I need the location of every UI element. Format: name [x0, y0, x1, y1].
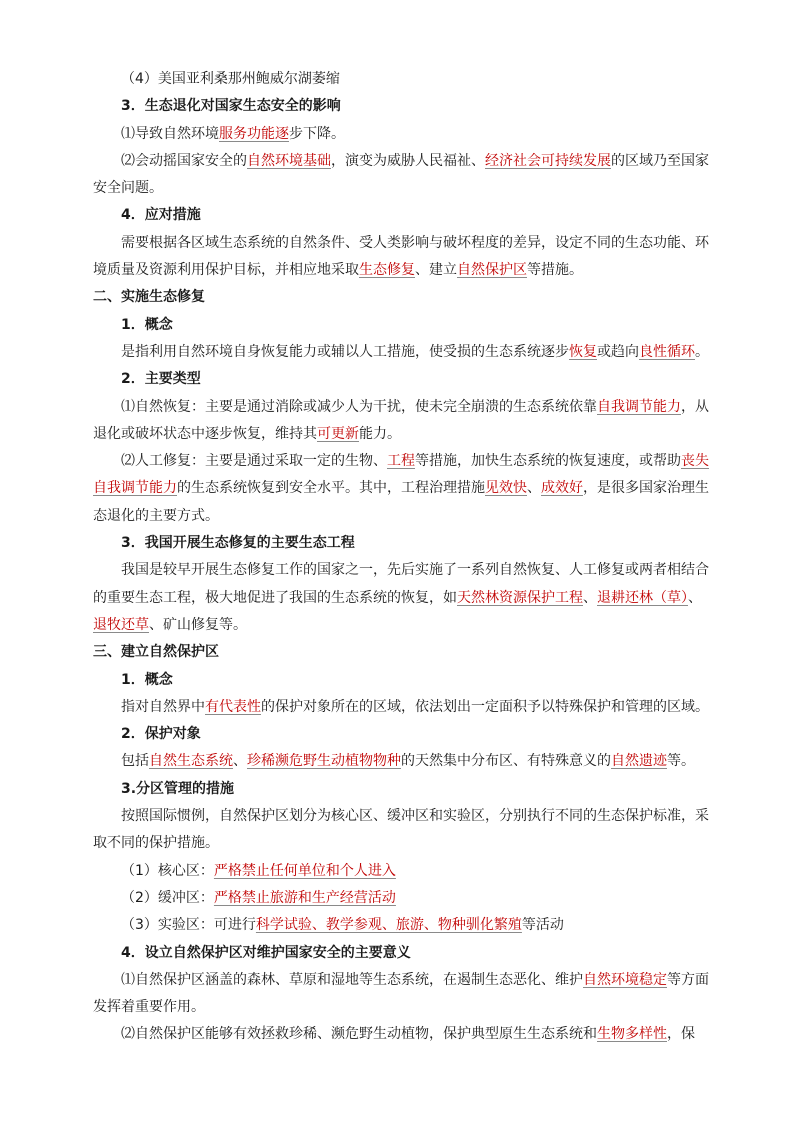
text-run: 按照国际惯例，自然保护区划分为核心区、缓冲区和实验区，分别执行不同的生态保护标准，采取不同的保护措施。: [93, 808, 709, 852]
text-run: 或趋向: [597, 343, 639, 360]
answer-blank: 天然林资源保护工程: [457, 589, 583, 606]
text-run: 的区域乃至国家安全问题。: [93, 152, 709, 197]
paragraph: [93, 230, 713, 285]
section-heading: [93, 940, 713, 967]
list-item: [93, 1021, 713, 1048]
text-run: ，保: [667, 1026, 695, 1043]
answer-blank: 珍稀濒危野生动植物物种: [247, 753, 401, 770]
answer-blank: 自然环境基础: [247, 152, 331, 169]
text-run: 二、实施生态修复: [93, 289, 205, 306]
answer-blank: 退牧还草: [93, 616, 149, 633]
list-item: [93, 694, 713, 721]
answer-blank: 成效好: [541, 480, 583, 497]
text-run: ⑴自然恢复：主要是通过消除或减少人为干扰，使未完全崩溃的生态系统依靠: [121, 398, 597, 415]
text-run: ⑵人工修复：主要是通过采取一定的生物、: [121, 453, 387, 470]
answer-blank: 见效快: [485, 480, 527, 497]
text-run: 等措施。: [527, 262, 583, 279]
text-run: 等措施，加快生态系统的恢复速度，或帮助: [415, 453, 681, 470]
text-run: 4．应对措施: [121, 207, 201, 224]
paragraph: [93, 148, 713, 203]
text-run: ，从退化或破坏状态中逐步恢复，维持其: [93, 398, 709, 442]
answer-blank: 科学试验、教学参观、旅游、物种驯化繁殖: [255, 917, 522, 934]
answer-blank: 恢复: [569, 343, 597, 360]
section-heading: [93, 312, 713, 339]
section-heading: [93, 721, 713, 748]
answer-blank: 自然生态系统: [149, 753, 233, 770]
document-page: [93, 66, 713, 1049]
paragraph: [93, 967, 713, 1022]
chapter-heading: [93, 284, 713, 311]
text-run: 指对自然界中: [121, 698, 205, 715]
text-run: 3.分区管理的措施: [121, 780, 235, 797]
text-run: 3．生态退化对国家生态安全的影响: [121, 98, 341, 115]
paragraph: [93, 557, 713, 639]
text-run: 4．设立自然保护区对维护国家安全的主要意义: [121, 944, 411, 961]
text-run: 、建立: [415, 262, 457, 279]
section-heading: [93, 667, 713, 694]
text-run: 、: [583, 589, 597, 606]
section-heading: [93, 93, 713, 120]
answer-blank: 有代表性: [205, 698, 261, 715]
answer-blank: 生物多样性: [597, 1026, 667, 1043]
text-run: ⑴自然保护区涵盖的森林、草原和湿地等生态系统，在遏制生态恶化、维护: [121, 971, 583, 988]
text-run: 的生态系统恢复到安全水平。其中，工程治理措施: [177, 480, 485, 497]
text-run: 能力。: [359, 425, 401, 442]
text-run: 等活动: [521, 917, 564, 934]
list-item: [93, 339, 713, 366]
text-run: 等方面发挥着重要作用。: [93, 971, 709, 1016]
text-run: ⑵会动摇国家安全的: [121, 152, 247, 169]
list-item: [93, 912, 713, 939]
text-run: 三、建立自然保护区: [93, 644, 219, 661]
answer-blank: 工程: [387, 453, 415, 470]
text-run: ，演变为威胁人民福祉、: [331, 152, 485, 169]
list-item: [93, 885, 713, 912]
answer-blank: 服务功能逐: [219, 125, 289, 142]
text-run: （1）核心区：: [121, 862, 214, 879]
text-run: 、: [233, 753, 247, 770]
text-run: 2．主要类型: [121, 371, 201, 388]
answer-blank: 严格禁止任何单位和个人进入: [213, 862, 396, 879]
text-run: 的保护对象所在的区域，依法划出一定面积予以特殊保护和管理的区域。: [261, 698, 709, 715]
text-run: 、: [688, 589, 702, 606]
text-run: 的天然集中分布区、有特殊意义的: [401, 753, 611, 770]
text-run: 。: [695, 343, 709, 360]
chapter-heading: [93, 639, 713, 666]
answer-blank: 丧失自我调节能力: [93, 453, 709, 497]
text-run: 2．保护对象: [121, 726, 201, 743]
paragraph: [93, 394, 713, 449]
answer-blank: 严格禁止旅游和生产经营活动: [213, 889, 396, 906]
answer-blank: 自然保护区: [457, 262, 527, 279]
answer-blank: 自我调节能力: [597, 398, 681, 415]
list-item: [93, 66, 713, 93]
answer-blank: 自然遗迹: [611, 753, 667, 770]
answer-blank: 良性循环: [639, 343, 695, 360]
text-run: 、: [527, 480, 541, 497]
text-run: 1．概念: [121, 316, 173, 333]
list-item: [93, 858, 713, 885]
paragraph: [93, 448, 713, 530]
section-heading: [93, 366, 713, 393]
text-run: 1．概念: [121, 671, 173, 688]
text-run: （3）实验区：可进行: [121, 917, 256, 934]
text-run: （2）缓冲区：: [121, 889, 214, 906]
text-run: ⑴导致自然环境: [121, 125, 219, 142]
answer-blank: 生态修复: [359, 262, 415, 279]
text-run: 步下降。: [289, 125, 345, 142]
text-run: 我国是较早开展生态修复工作的国家之一，先后实施了一系列自然恢复、人工修复或两者相结合的重要生态工程，极大地促进了我国的生态系统的恢复，如: [93, 562, 709, 606]
text-run: 是指利用自然环境自身恢复能力或辅以人工措施，使受损的生态系统逐步: [121, 343, 569, 360]
text-run: ⑵自然保护区能够有效拯救珍稀、濒危野生动植物，保护典型原生生态系统和: [121, 1026, 597, 1043]
text-run: 需要根据各区域生态系统的自然条件、受人类影响与破坏程度的差异，设定不同的生态功能、环境质量及资源利用保护目标，并相应地采取: [93, 234, 709, 279]
list-item: [93, 121, 713, 148]
text-run: （4）美国亚利桑那州鲍威尔湖萎缩: [121, 71, 340, 87]
answer-blank: 经济社会可持续发展: [485, 152, 611, 169]
section-heading: [93, 530, 713, 557]
section-heading: [93, 776, 713, 803]
answer-blank: 自然环境稳定: [583, 971, 667, 988]
section-heading: [93, 202, 713, 229]
paragraph: [93, 803, 713, 858]
text-run: 等。: [667, 753, 695, 770]
text-run: ，是很多国家治理生态退化的主要方式。: [93, 480, 709, 524]
answer-blank: 可更新: [317, 425, 359, 442]
answer-blank: 退耕还林（草）: [597, 589, 688, 606]
text-run: 包括: [121, 753, 149, 770]
text-run: 、矿山修复等。: [149, 616, 247, 633]
list-item: [93, 748, 713, 775]
text-run: 3．我国开展生态修复的主要生态工程: [121, 535, 355, 552]
